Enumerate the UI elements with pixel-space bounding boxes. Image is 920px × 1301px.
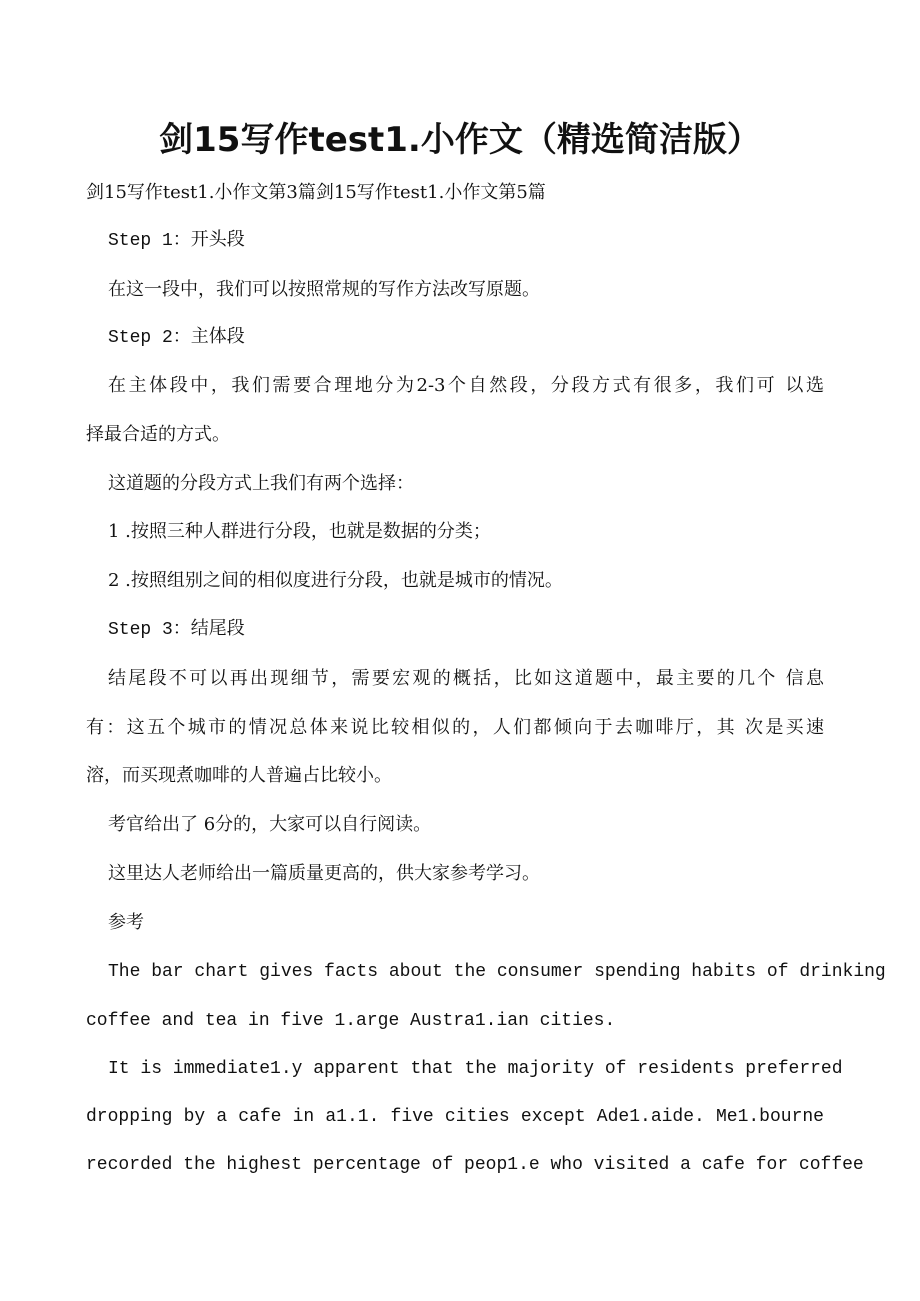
essay-line: The bar chart gives facts about the consumer spending habits of drinking <box>108 962 886 982</box>
page-title: 剑15写作test1.小作文（精选简洁版） <box>159 120 761 160</box>
step2-text-line2: 择最合适的方式。 <box>86 424 230 445</box>
choices-intro: 这道题的分段方式上我们有两个选择： <box>108 473 414 494</box>
choice-item-2: 2 .按照组别之间的相似度进行分段，也就是城市的情况。 <box>108 570 563 591</box>
step3-text-line1: 结尾段不可以再出现细节，需要宏观的概括，比如这道题中，最主要的几个 信息 <box>108 668 824 689</box>
essay-line: dropping by a cafe in a1.1. five cities except Ade1.aide. Me1.bourne <box>86 1107 824 1127</box>
score-note: 考官给出了 6分的，大家可以自行阅读。 <box>108 814 432 835</box>
step1-heading: Step 1：开头段 <box>108 231 245 251</box>
step3-text-line3: 溶，而买现煮咖啡的人普遍占比较小。 <box>86 765 392 786</box>
reference-label: 参考 <box>108 912 144 933</box>
essay-line: recorded the highest percentage of peop1.e who visited a cafe for coffee <box>86 1155 864 1175</box>
subtitle-line: 剑15写作test1.小作文第3篇剑15写作test1.小作文第5篇 <box>86 182 546 203</box>
choice-item-1: 1 .按照三种人群进行分段，也就是数据的分类； <box>108 521 491 542</box>
essay-line: coffee and tea in five 1.arge Austra1.ian cities. <box>86 1011 616 1031</box>
step2-heading: Step 2：主体段 <box>108 328 245 348</box>
step2-text-line1: 在主体段中，我们需要合理地分为2-3个自然段，分段方式有很多，我们可 以选 <box>108 375 824 396</box>
teacher-note: 这里达人老师给出一篇质量更高的，供大家参考学习。 <box>108 863 540 884</box>
step1-text: 在这一段中，我们可以按照常规的写作方法改写原题。 <box>108 279 540 300</box>
essay-line: It is immediate1.y apparent that the majority of residents preferred <box>108 1059 843 1079</box>
step3-text-line2: 有：这五个城市的情况总体来说比较相似的，人们都倾向于去咖啡厅，其 次是买速 <box>86 717 824 738</box>
step3-heading: Step 3：结尾段 <box>108 620 245 640</box>
